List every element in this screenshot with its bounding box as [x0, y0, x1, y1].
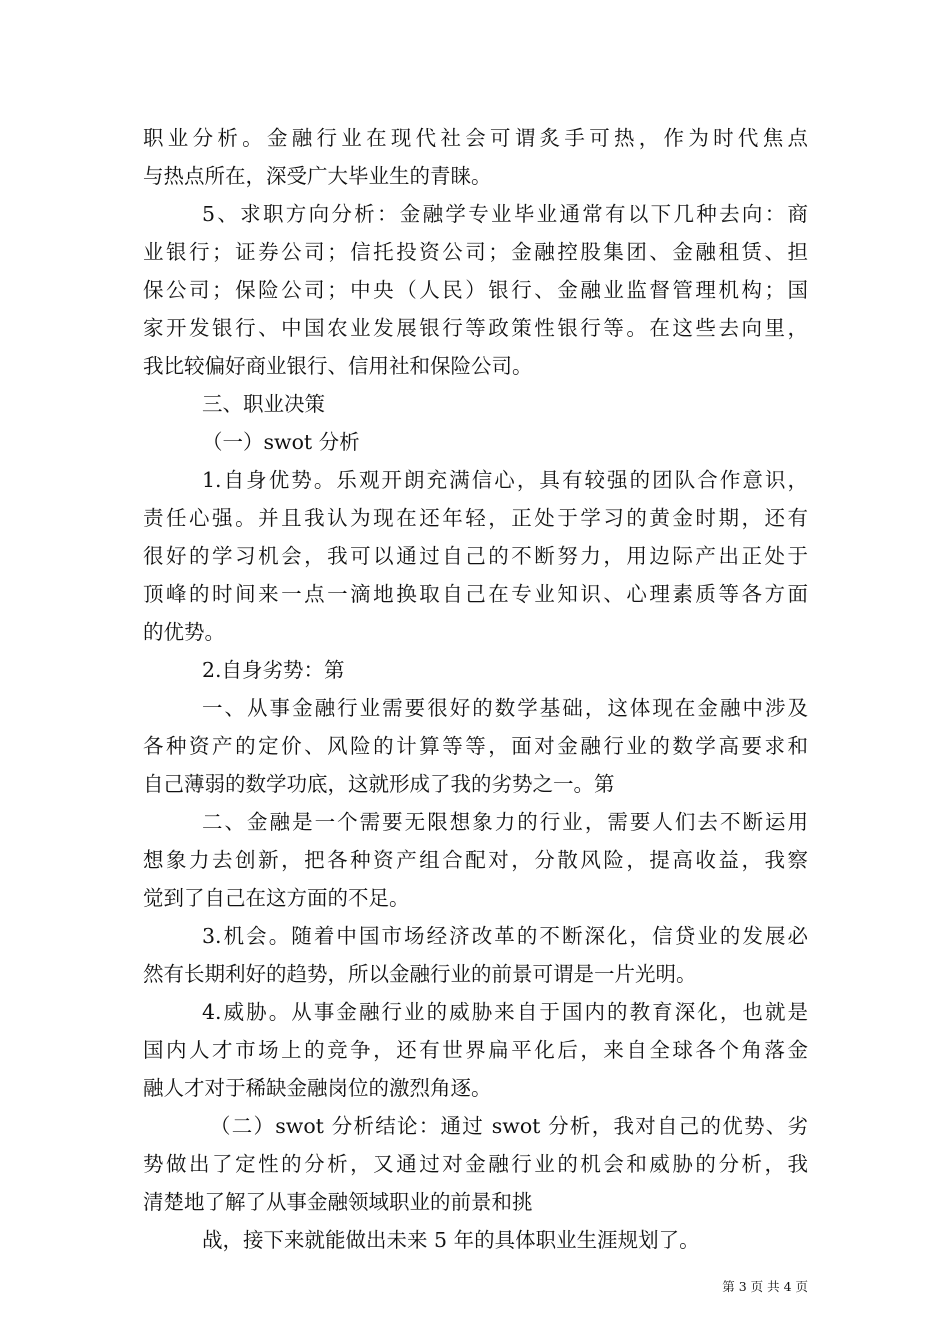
text-line: 清楚地了解了从事金融领域职业的前景和挑 — [143, 1190, 533, 1214]
text-line: 想象力去创新，把各种资产组合配对，分散风险，提高收益，我察 — [143, 848, 808, 872]
text-line: 各种资产的定价、风险的计算等等，面对金融行业的数学高要求和 — [143, 734, 808, 758]
text-line: 5、求职方向分析：金融学专业毕业通常有以下几种去向：商 — [202, 202, 808, 226]
text-line: 与热点所在，深受广大毕业生的青睐。 — [143, 164, 492, 188]
text-line: 责任心强。并且我认为现在还年轻，正处于学习的黄金时期，还有 — [143, 506, 808, 530]
text-line: 2.自身劣势：第 — [202, 658, 345, 682]
text-line: 国内人才市场上的竞争，还有世界扁平化后，来自全球各个角落金 — [143, 1038, 808, 1062]
subsection-heading: （一）swot 分析 — [202, 430, 360, 454]
text-line: 职业分析。金融行业在现代社会可谓炙手可热，作为时代焦点 — [143, 126, 808, 150]
text-line: 家开发银行、中国农业发展银行等政策性银行等。在这些去向里， — [143, 316, 808, 340]
text-line: 保公司；保险公司；中央（人民）银行、金融业监督管理机构；国 — [143, 278, 808, 302]
text-line: 二、金融是一个需要无限想象力的行业，需要人们去不断运用 — [202, 810, 808, 834]
text-line: 一、从事金融行业需要很好的数学基础，这体现在金融中涉及 — [202, 696, 808, 720]
text-line: 业银行；证券公司；信托投资公司；金融控股集团、金融租赁、担 — [143, 240, 808, 264]
section-heading: 三、职业决策 — [202, 392, 325, 416]
text-line: 然有长期利好的趋势，所以金融行业的前景可谓是一片光明。 — [143, 962, 697, 986]
text-line: 很好的学习机会，我可以通过自己的不断努力，用边际产出正处于 — [143, 544, 808, 568]
text-line: 觉到了自己在这方面的不足。 — [143, 886, 410, 910]
text-line: 我比较偏好商业银行、信用社和保险公司。 — [143, 354, 533, 378]
page-number: 第 3 页 共 4 页 — [722, 1279, 808, 1294]
text-line: 3.机会。随着中国市场经济改革的不断深化，信贷业的发展必 — [202, 924, 808, 948]
text-line: 自己薄弱的数学功底，这就形成了我的劣势之一。第 — [143, 772, 615, 796]
text-line: 战，接下来就能做出未来 5 年的具体职业生涯规划了。 — [202, 1228, 700, 1252]
text-line: 融人才对于稀缺金融岗位的激烈角逐。 — [143, 1076, 492, 1100]
text-line: 的优势。 — [143, 620, 225, 644]
text-line: 顶峰的时间来一点一滴地换取自己在专业知识、心理素质等各方面 — [143, 582, 808, 606]
text-line: （二）swot 分析结论：通过 swot 分析，我对自己的优势、劣 — [210, 1114, 808, 1138]
text-line: 势做出了定性的分析，又通过对金融行业的机会和威胁的分析，我 — [143, 1152, 808, 1176]
text-line: 1.自身优势。乐观开朗充满信心，具有较强的团队合作意识， — [202, 468, 808, 492]
text-line: 4.威胁。从事金融行业的威胁来自于国内的教育深化，也就是 — [202, 1000, 808, 1024]
